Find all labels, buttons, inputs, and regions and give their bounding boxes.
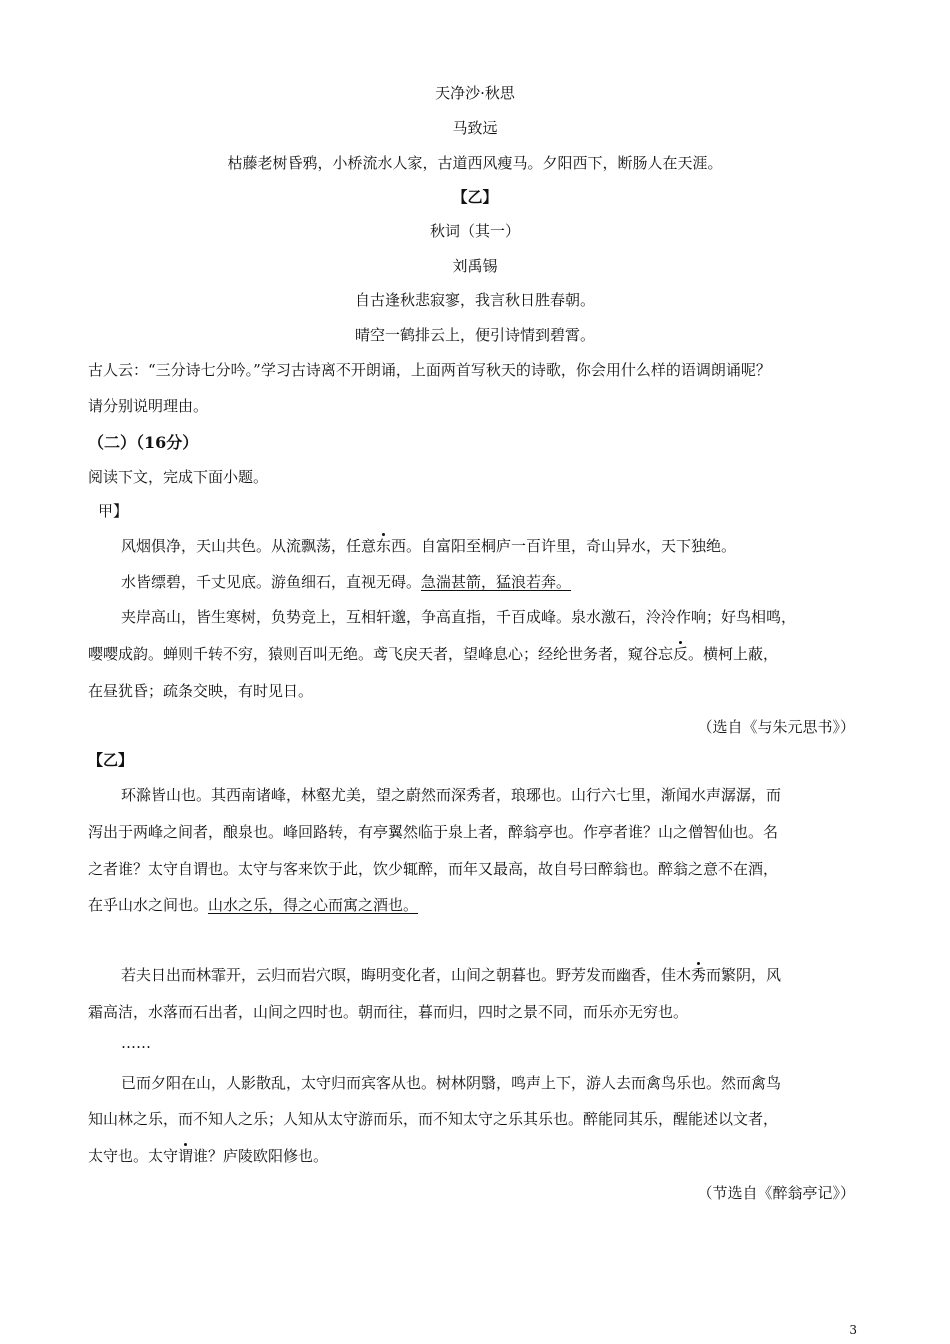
passage-a-paragraph-2: 水皆缥碧，千丈见底。游鱼细石，直视无碍。急湍甚箭，猛浪若奔。: [121, 573, 572, 591]
passage-b-paragraph-1-line-2: 泻出于两峰之间者，酿泉也。峰回路转，有亭翼然临于泉上者，醉翁亭也。作亭者谁？山之僧智仙也。名: [88, 823, 779, 841]
passage-a-source: （选自《与朱元思书》）: [697, 718, 855, 736]
emphasis-dot-char: 东: [376, 537, 392, 555]
poem-a-title: 天净沙·秋思: [435, 84, 515, 102]
passage-b-ellipsis: ……: [121, 1034, 151, 1052]
passage-b-paragraph-1-line-1: 环滁皆山也。其西南诸峰，林壑尤美，望之蔚然而深秀者，琅琊也。山行六七里，渐闻水声潺潺，而: [121, 786, 782, 804]
poem-b-line-2: 晴空一鹤排云上，便引诗情到碧霄。: [354, 326, 595, 344]
poem-b-author: 刘禹锡: [452, 257, 498, 275]
emphasis-dot-char: 谓: [178, 1147, 194, 1165]
emphasis-dot-char: 秀: [691, 966, 707, 984]
passage-a-label: 甲】: [98, 502, 129, 520]
underlined-sentence: 急湍甚箭，猛浪若奔。: [421, 573, 572, 591]
page-number: 3: [849, 1323, 857, 1337]
passage-a-paragraph-1: 风烟俱净，天山共色。从流飘荡，任意东西。自富阳至桐庐一百许里，奇山异水，天下独绝。: [121, 537, 737, 555]
passage-b-paragraph-3-line-2: 知山林之乐，而不知人之乐；人知从太守游而乐，而不知太守之乐其乐也。醉能同其乐，醒能述以文者，: [88, 1110, 779, 1128]
passage-b-paragraph-2-line-2: 霜高洁，水落而石出者，山间之四时也。朝而往，暮而归，四时之景不同，而乐亦无穷也。: [88, 1003, 689, 1021]
poem-b-label: 【乙】: [452, 188, 498, 206]
poem-a-line: 枯藤老树昏鸦，小桥流水人家，古道西风瘦马。夕阳西下，断肠人在天涯。: [227, 154, 723, 172]
passage-a-paragraph-3-line-3: 在昼犹昏；疏条交映，有时见日。: [88, 682, 314, 700]
passage-b-source: （节选自《醉翁亭记》）: [697, 1184, 855, 1202]
passage-a-paragraph-3-line-1: 夹岸高山，皆生寒树，负势竞上，互相轩邈，争高直指，千百成峰。泉水激石，泠泠作响；好鸟相鸣，: [121, 608, 797, 626]
section-instruction: 阅读下文，完成下面小题。: [88, 468, 269, 486]
emphasis-dot-char: 反: [673, 645, 689, 663]
poem-b-line-1: 自古逢秋悲寂寥，我言秋日胜春朝。: [354, 291, 595, 309]
passage-b-paragraph-3-line-3: 太守也。太守谓谁？庐陵欧阳修也。: [88, 1147, 329, 1165]
passage-a-paragraph-3-line-2: 嘤嘤成韵。蝉则千转不穷，猿则百叫无绝。鸢飞戾天者，望峰息心；经纶世务者，窥谷忘反。横柯上蔽，: [88, 645, 779, 663]
question-line-2: 请分别说明理由。: [88, 397, 209, 415]
passage-b-paragraph-3-line-1: 已而夕阳在山，人影散乱，太守归而宾客从也。树林阴翳，鸣声上下，游人去而禽鸟乐也。然而禽鸟: [121, 1074, 782, 1092]
passage-b-paragraph-1-line-3: 之者谁？太守自谓也。太守与客来饮于此，饮少辄醉，而年又最高，故自号曰醉翁也。醉翁之意不在酒，: [88, 860, 779, 878]
poem-b-title: 秋词（其一）: [429, 222, 520, 240]
passage-b-label: 【乙】: [88, 751, 134, 769]
section-heading: （二）（16分）: [88, 433, 199, 452]
passage-b-paragraph-1-line-4: 在乎山水之间也。山水之乐，得之心而寓之酒也。: [88, 896, 419, 914]
passage-b-paragraph-2-line-1: 若夫日出而林霏开，云归而岩穴暝，晦明变化者，山间之朝暮也。野芳发而幽香，佳木秀而繁阴，风: [121, 966, 782, 984]
question-line-1: 古人云：“三分诗七分吟。”学习古诗离不开朗诵，上面两首写秋天的诗歌，你会用什么样的语调朗诵呢？: [88, 361, 771, 379]
underlined-sentence: 山水之乐，得之心而寓之酒也。: [208, 896, 419, 914]
poem-a-author: 马致远: [452, 119, 498, 137]
